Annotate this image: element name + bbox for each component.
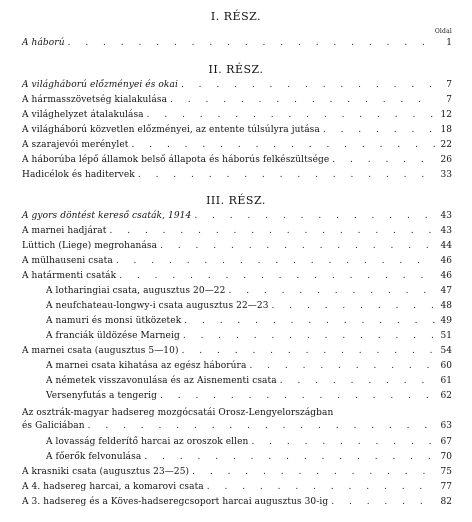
entry-title: A szarajevói merénylet [22, 140, 129, 150]
entry-page: 33 [440, 170, 452, 180]
entry-page: 82 [440, 497, 452, 507]
entry-page: 22 [440, 140, 452, 150]
toc-subentry[interactable] [46, 374, 452, 388]
entry-title: és Galiciában [22, 421, 85, 431]
entry-page: 48 [440, 301, 452, 311]
dot-leader [160, 239, 435, 253]
dot-leader [147, 108, 435, 122]
entry-title: A háború [22, 38, 65, 48]
toc-entry[interactable] [22, 406, 452, 420]
entry-title: A neufchateau-longwy-i csata augusztus 22—23 [46, 301, 269, 311]
part-1-title: I. RÉSZ. [210, 10, 262, 23]
entry-page: 67 [440, 437, 452, 447]
entry-page: 77 [440, 482, 452, 492]
entry-page: 60 [440, 361, 452, 371]
dot-leader [192, 465, 435, 479]
toc-subentry[interactable] [46, 435, 452, 449]
dot-leader [160, 389, 435, 403]
entry-page: 7 [446, 80, 452, 90]
entry-page: 43 [440, 226, 452, 236]
dot-leader [181, 78, 435, 92]
entry-page: 26 [440, 155, 452, 165]
entry-title: Versenyfutás a tengerig [46, 391, 158, 401]
dot-leader [116, 254, 435, 268]
dot-leader [323, 123, 435, 137]
entry-page: 70 [440, 452, 452, 462]
entry-title: A világháború közvetlen előzményei, az entente túlsúlyra jutása [22, 125, 320, 135]
dot-leader [184, 314, 435, 328]
toc-entry[interactable] [22, 495, 452, 509]
toc-entry[interactable] [22, 153, 452, 167]
toc-subentry[interactable] [46, 314, 452, 328]
dot-leader [194, 209, 435, 223]
toc-entry[interactable] [22, 93, 452, 107]
entry-page: 47 [440, 286, 452, 296]
entry-page: 7 [446, 95, 452, 105]
entry-page: 46 [440, 271, 452, 281]
entry-title: Az osztrák-magyar hadsereg mozgócsatái Orosz-Lengyelországban [22, 408, 334, 418]
dot-leader [332, 153, 435, 167]
dot-leader [138, 168, 435, 182]
entry-page: 43 [440, 211, 452, 221]
entry-title: A lotharingiai csata, augusztus 20—22 [46, 286, 226, 296]
dot-leader [68, 36, 435, 50]
toc-entry[interactable] [22, 254, 452, 268]
toc-entry[interactable] [22, 239, 452, 253]
entry-title: A 3. hadsereg és a Köves-hadseregcsoport harcai augusztus 30-ig [22, 497, 329, 507]
dot-leader [251, 435, 435, 449]
toc-subentry[interactable] [46, 389, 452, 403]
toc-entry[interactable] [22, 108, 452, 122]
entry-page: 49 [440, 316, 452, 326]
entry-title: A mülhauseni csata [22, 256, 113, 266]
toc-entry[interactable] [22, 224, 452, 238]
entry-title: A világháború előzményei és okai [22, 80, 178, 90]
toc-entry[interactable] [22, 209, 452, 223]
entry-page: 44 [440, 241, 452, 251]
entry-title: A világhelyzet átalakulása [22, 110, 144, 120]
toc-entry[interactable] [22, 36, 452, 50]
toc-entry[interactable] [22, 168, 452, 182]
dot-leader [207, 480, 435, 494]
toc-subentry[interactable] [46, 450, 452, 464]
entry-title: A határmenti csaták [22, 271, 117, 281]
dot-leader [110, 224, 436, 238]
toc-entry[interactable] [22, 269, 452, 283]
entry-page: 62 [440, 391, 452, 401]
toc-entry[interactable] [22, 78, 452, 92]
toc-entry-continuation[interactable] [22, 419, 452, 433]
entry-page: 54 [440, 346, 452, 356]
toc-entry[interactable] [22, 123, 452, 137]
entry-title: A franciák üldözése Marneig [46, 331, 180, 341]
entry-title: A hármasszövetség kialakulása [22, 95, 168, 105]
entry-page: 51 [440, 331, 452, 341]
toc-entry[interactable] [22, 138, 452, 152]
entry-page: 46 [440, 256, 452, 266]
toc-subentry[interactable] [46, 299, 452, 313]
entry-page: 1 [446, 38, 452, 48]
entry-title: A németek visszavonulása és az Aisnementi csata [46, 376, 277, 386]
toc-subentry[interactable] [46, 329, 452, 343]
dot-leader [88, 419, 435, 433]
dot-leader [182, 344, 435, 358]
toc-entry[interactable] [22, 480, 452, 494]
entry-title: A namuri és monsi ütközetek [46, 316, 182, 326]
entry-page: 63 [440, 421, 452, 431]
dot-leader [144, 450, 435, 464]
dot-leader [331, 495, 435, 509]
dot-leader [119, 269, 435, 283]
entry-title: Hadicélok és haditervek [22, 170, 135, 180]
entry-title: A gyors döntést kereső csaták, 1914 [22, 211, 192, 221]
entry-title: A marnei csata kihatása az egész háborúra [46, 361, 247, 371]
entry-title: A lovasság felderítő harcai az oroszok ellen [46, 437, 249, 447]
dot-leader [170, 93, 435, 107]
part-3-title: III. RÉSZ. [206, 194, 266, 207]
entry-page: 75 [440, 467, 452, 477]
page-column-label: Oldal [434, 28, 452, 35]
dot-leader [272, 299, 435, 313]
dot-leader [183, 329, 435, 343]
entry-title: A krasniki csata (augusztus 23—25) [22, 467, 190, 477]
toc-subentry[interactable] [46, 284, 452, 298]
toc-entry[interactable] [22, 465, 452, 479]
toc-subentry[interactable] [46, 359, 452, 373]
entry-title: A főerők felvonulása [46, 452, 142, 462]
dot-leader [249, 359, 435, 373]
toc-entry[interactable] [22, 344, 452, 358]
dot-leader [228, 284, 435, 298]
entry-title: Lüttich (Liege) megrohanása [22, 241, 158, 251]
dot-leader [132, 138, 435, 152]
entry-title: A marnei hadjárat [22, 226, 107, 236]
dot-leader [280, 374, 435, 388]
entry-title: A háborúba lépő államok belső állapota és háborús felkészültsége [22, 155, 330, 165]
part-2-title: II. RÉSZ. [208, 63, 264, 76]
entry-title: A marnei csata (augusztus 5—10) [22, 346, 179, 356]
entry-page: 61 [440, 376, 452, 386]
entry-page: 12 [440, 110, 452, 120]
entry-page: 18 [440, 125, 452, 135]
entry-title: A 4. hadsereg harcai, a komarovi csata [22, 482, 204, 492]
